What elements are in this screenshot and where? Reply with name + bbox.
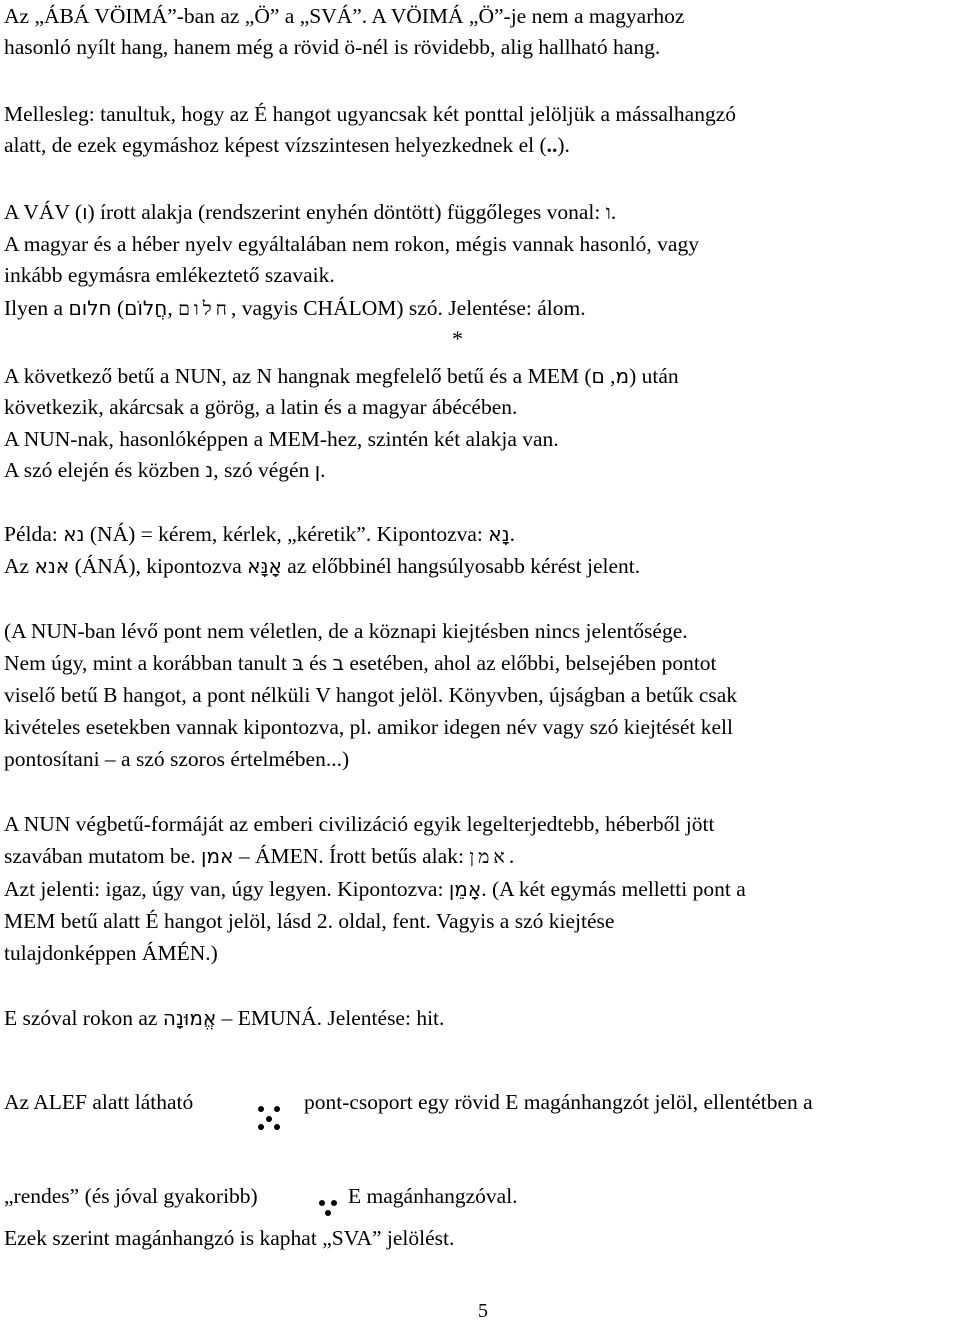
text-line: A szó elején és közben נ, szó végén ן. — [4, 458, 326, 482]
text-line: Mellesleg: tanultuk, hogy az É hangot ugyancsak két ponttal jelöljük a mássalhangzó — [4, 102, 737, 126]
text-line: A NUN-nak, hasonlóképpen a MEM-hez, szintén két alakja van. — [4, 427, 559, 451]
text-line: „rendes” (és jóval gyakoribb) — [4, 1184, 258, 1208]
text-line: Az אנא (ÁNÁ), kipontozva אָנָּא az előbbinél hangsúlyosabb kérést jelent. — [4, 554, 641, 578]
text-line: következik, akárcsak a görög, a latin és a magyar ábécében. — [4, 395, 518, 419]
text-line: szavában mutatom be. אמן – ÁMEN. Írott betűs alak: אמן. — [4, 844, 515, 868]
text-line: (A NUN-ban lévő pont nem véletlen, de a köznapi kiejtésben nincs jelentősége. — [4, 619, 688, 643]
section-separator: * — [452, 326, 463, 351]
text-line: alatt, de ezek egymáshoz képest vízszintesen helyezkednek el (..). — [4, 133, 570, 157]
text-line: E magánhangzóval. — [348, 1184, 518, 1208]
text-line: A következő betű a NUN, az N hangnak megfelelő betű és a MEM ( מ, ם ) után — [4, 364, 679, 388]
text-line: MEM betű alatt É hangot jelöl, lásd 2. oldal, fent. Vagyis a szó kiejtése — [4, 909, 615, 933]
text-line: hasonló nyílt hang, hanem még a rövid ö-nél is rövidebb, alig hallható hang. — [4, 35, 661, 59]
text-line: Azt jelenti: igaz, úgy van, úgy legyen. Kipontozva: אָמֵן. (A két egymás melletti pont a — [4, 877, 746, 901]
page-number: 5 — [478, 1300, 488, 1322]
text-line: Ezek szerint magánhangzó is kaphat „SVA” jelölést. — [4, 1226, 455, 1250]
text-line: A VÁV (ו) írott alakja (rendszerint enyhén döntött) függőleges vonal: ו. — [4, 200, 617, 224]
text-line: Példa: נא (NÁ) = kérem, kérlek, „kéretik”. Kipontozva: נָא. — [4, 522, 516, 546]
text-line: Ilyen a חלום (חֲלוֹם, חלום, vagyis CHÁLOM) szó. Jelentése: álom. — [4, 296, 586, 320]
text-line: Az ALEF alatt látható — [4, 1090, 194, 1114]
text-line: viselő betű B hangot, a pont nélküli V hangot jelöl. Könyvben, újságban a betűk csak — [4, 683, 738, 707]
text-line: E szóval rokon az אֱמוּנָה – EMUNÁ. Jelentése: hit. — [4, 1006, 445, 1030]
text-line: tulajdonképpen ÁMÉN.) — [4, 941, 218, 965]
text-line: Nem úgy, mint a korábban tanult בּ és ב esetében, ahol az előbbi, belsejében pontot — [4, 651, 717, 675]
text-line: A magyar és a héber nyelv egyáltalában nem rokon, mégis vannak hasonló, vagy — [4, 232, 699, 256]
text-line: Az „ÁBÁ VÖIMÁ”-ban az „Ö” a „SVÁ”. A VÖIMÁ „Ö”-je nem a magyarhoz — [4, 4, 685, 28]
text-line: inkább egymásra emlékeztető szavaik. — [4, 263, 335, 287]
text-line: A NUN végbetű-formáját az emberi civilizáció egyik legelterjedtebb, héberből jött — [4, 812, 715, 836]
text-line: kivételes esetekben vannak kipontozva, pl. amikor idegen név vagy szó kiejtését kell — [4, 715, 733, 739]
text-line: pont-csoport egy rövid E magánhangzót jelöl, ellentétben a — [304, 1090, 813, 1114]
text-line: pontosítani – a szó szoros értelmében...) — [4, 747, 350, 771]
